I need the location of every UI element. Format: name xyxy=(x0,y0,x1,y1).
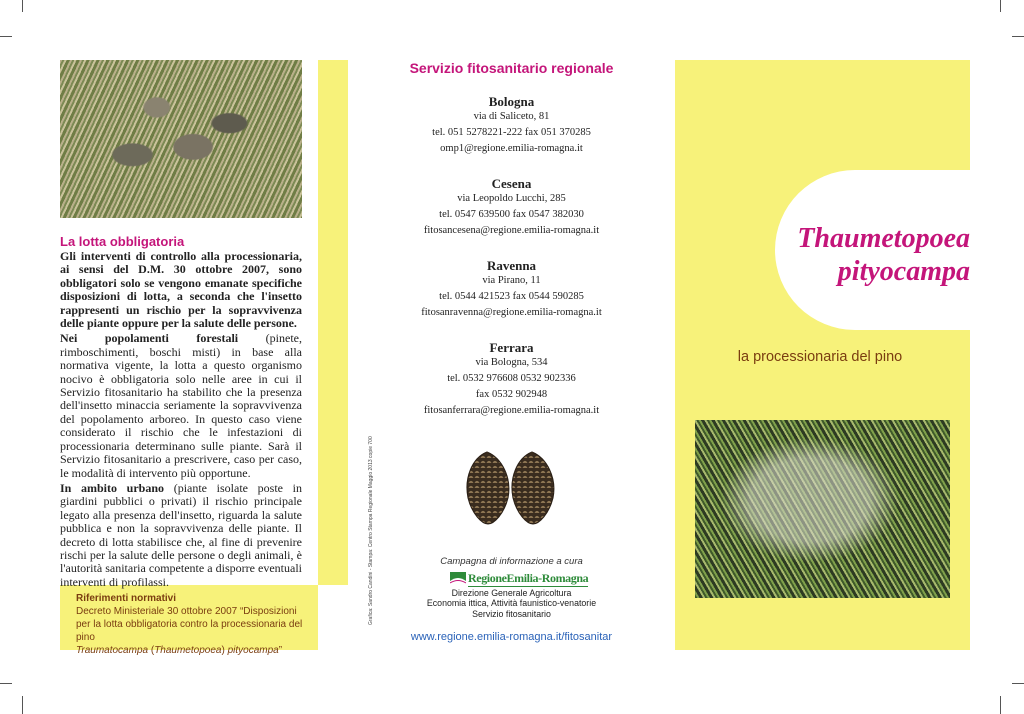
office-phone: tel. 051 5278221-222 fax 051 370285 xyxy=(432,127,591,138)
department-line: Economia ittica, Attività faunistico-venatorie xyxy=(426,598,597,609)
region-logo-text: RegioneEmilia-Romagna xyxy=(468,571,589,585)
cover-subtitle: la processionaria del pino xyxy=(737,349,903,365)
cover-title-line2: pityocampa xyxy=(837,256,970,287)
office-ravenna xyxy=(348,258,675,321)
office-email[interactable]: omp1@regione.emilia-romagna.it xyxy=(440,143,583,154)
caterpillars-photo xyxy=(60,60,302,218)
department-info xyxy=(348,588,675,619)
vertical-credit: Grafica: Sandro Candini - Stampa: Centro Stampa Regionale Maggio 2013 copie 700 xyxy=(368,436,374,625)
crop-mark xyxy=(1012,683,1024,684)
crop-mark xyxy=(0,683,12,684)
intro-paragraph: Gli interventi di controllo alla processionaria, ai sensi del D.M. 30 ottobre 2007, sono obbligatori solo se vengono emanate specifiche disposizioni di lotta, a seconda che l'insetto rappresenti un rischio per la sopravvivenza delle piante oppure per la salute delle persone. xyxy=(60,249,302,331)
office-city: Ravenna xyxy=(486,258,537,273)
cover-title-line1: Thaumetopoea xyxy=(797,223,970,254)
office-email[interactable]: fitosanravenna@regione.emilia-romagna.it xyxy=(421,307,602,318)
crop-mark xyxy=(0,36,12,37)
references-title: Riferimenti normativi xyxy=(76,593,177,604)
crop-mark xyxy=(1012,36,1024,37)
office-phone: tel. 0547 639500 fax 0547 382030 xyxy=(439,209,584,220)
office-address: via Pirano, 11 xyxy=(482,275,541,286)
crop-mark xyxy=(22,0,23,12)
section-title: La lotta obbligatoria xyxy=(60,234,185,249)
department-line: Direzione Generale Agricoltura xyxy=(451,588,572,598)
references-text: Decreto Ministeriale 30 ottobre 2007 “Disposizioni per la lotta obbligatoria contro la processionaria del pino Traumatocampa (Thaumetopoea) pityocampa” xyxy=(76,606,303,656)
office-email[interactable]: fitosanferrara@regione.emilia-romagna.it xyxy=(423,405,600,416)
office-phone: tel. 0532 976608 0532 902336 xyxy=(447,373,576,384)
office-city: Cesena xyxy=(491,176,532,191)
office-address: via Leopoldo Lucchi, 285 xyxy=(457,193,566,204)
office-address: via di Saliceto, 81 xyxy=(473,111,550,122)
pine-cones-icon xyxy=(462,448,562,526)
campaign-label: Campagna di informazione a cura xyxy=(440,556,583,567)
office-city: Ferrara xyxy=(489,340,534,355)
website-link[interactable]: www.regione.emilia-romagna.it/fitosanitar xyxy=(410,631,613,643)
crop-mark xyxy=(1000,0,1001,12)
processionary-nest-photo xyxy=(695,420,950,598)
department-line: Servizio fitosanitario xyxy=(472,608,551,619)
office-address: via Bologna, 534 xyxy=(475,357,548,368)
references xyxy=(76,592,308,657)
crop-mark xyxy=(22,696,23,714)
office-city: Bologna xyxy=(488,94,535,109)
left-body-text xyxy=(60,250,302,589)
office-bologna xyxy=(348,94,675,157)
office-phone: tel. 0544 421523 fax 0544 590285 xyxy=(439,291,584,302)
office-fax: fax 0532 902948 xyxy=(475,389,548,400)
office-email[interactable]: fitosancesena@regione.emilia-romagna.it xyxy=(423,225,600,236)
forest-paragraph: Nei popolamenti forestali (pinete, rimboschimenti, boschi misti) in base alla normativa vigente, la lotta a questo organismo nocivo è obbligatoria solo nelle aree in cui il Servizio fitosanitario ha stabilito che la presenza dell'insetto minaccia seriamente la sopravvivenza del popolamento arboreo. In questo caso viene considerato il rischio che le infestazioni di processionaria determinano sulle piante. Sarà il Servizio fitosanitario a prescrivere, caso per caso, le modalità di intervento più opportune. xyxy=(60,331,302,480)
left-yellow-strip xyxy=(318,60,348,585)
cover-title xyxy=(780,222,970,288)
region-logo-icon xyxy=(450,572,466,585)
urban-paragraph: In ambito urbano (piante isolate poste in giardini pubblici o privati) il rischio principale legato alla presenza dell'insetto, riguarda la salute pubblica e non la sopravvivenza delle piante. Il decreto di lotta stabilisce che, al fine di prevenire rischi per la salute delle persone o degli animali, è l'autorità sanitaria competente a disporre eventuali interventi di profilassi. xyxy=(60,480,302,589)
service-title: Servizio fitosanitario regionale xyxy=(409,60,614,76)
office-cesena xyxy=(348,176,675,239)
region-logo xyxy=(450,571,589,586)
office-ferrara xyxy=(348,340,675,419)
crop-mark xyxy=(1000,696,1001,714)
